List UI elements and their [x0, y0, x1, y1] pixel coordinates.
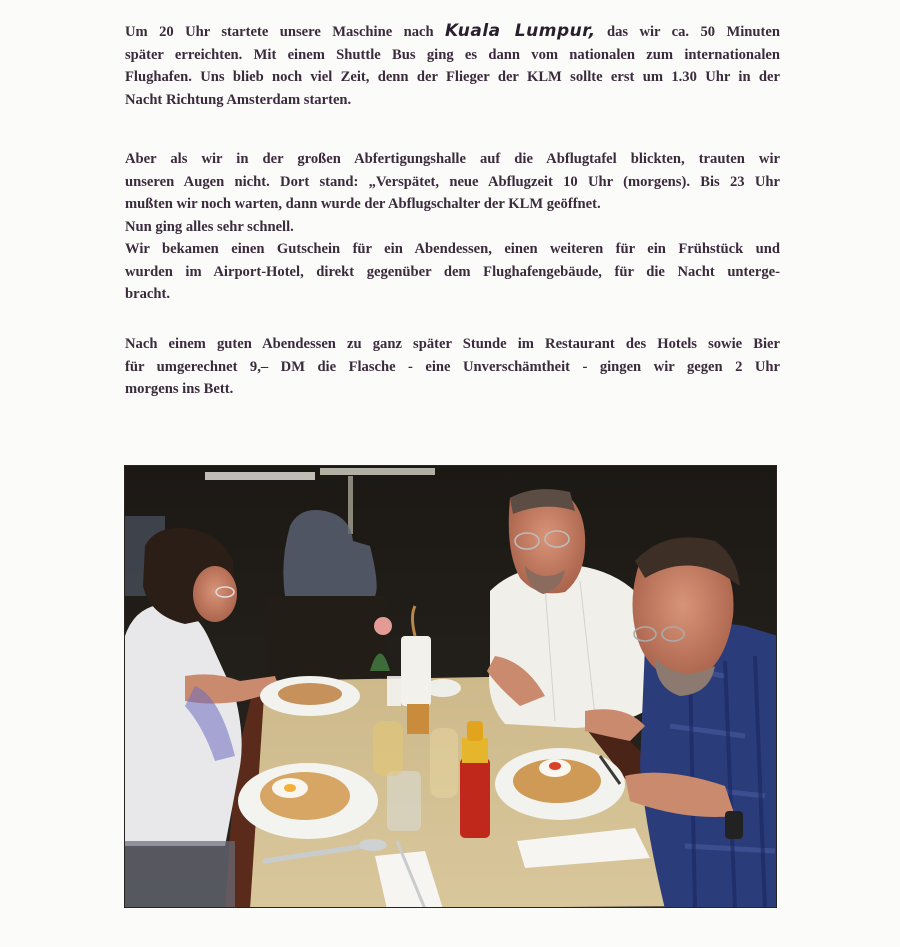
vase [387, 676, 401, 706]
text-line: bracht. [125, 286, 170, 302]
text-line: mußten wir noch warten, dann wurde der Abflugschalter der KLM geöffnet. [125, 196, 601, 212]
paragraph-kuala-lumpur-arrival [125, 20, 780, 111]
text-line [125, 20, 780, 44]
woman-face [193, 566, 237, 622]
pole [348, 476, 353, 534]
spoon-head [359, 839, 387, 851]
napkin-holder [407, 704, 429, 734]
egg-yolk [284, 784, 296, 792]
woman-lap [125, 841, 235, 908]
restaurant-dinner-photo [124, 465, 777, 908]
text-line: Nacht Richtung Amsterdam starten. [125, 91, 352, 108]
text-line: morgens ins Bett. [125, 381, 234, 397]
text-line: wurden im Airport-Hotel, direkt gegenüber dem Flughafengebäude, für die Nacht unterge- [125, 263, 780, 280]
text-line: für umgerechnet 9,– DM die Flasche - eine Unverschämtheit - gingen wir gegen 2 Uhr [125, 358, 780, 375]
ceiling-light [205, 472, 315, 480]
text-line: Aber als wir in der großen Abfertigungshalle auf die Abflugtafel blickten, trauten wir [125, 151, 780, 167]
paragraph-flight-delay [125, 148, 780, 306]
beer-glass [373, 721, 403, 776]
background-chairs [265, 596, 385, 686]
text-line: später erreichten. Mit einem Shuttle Bus ging es dann vom nationalen zum internationalen [125, 46, 780, 63]
napkin-roll [401, 636, 431, 706]
flower [374, 617, 392, 635]
paragraph-dinner-hotel [125, 333, 780, 401]
text-line: Wir bekamen einen Gutschein für ein Abendessen, einen weiteren für ein Frühstück und [125, 241, 780, 257]
water-glass [387, 771, 421, 831]
bottle-cap [467, 721, 483, 741]
food [278, 683, 342, 705]
text-line: Flughafen. Uns blieb noch viel Zeit, denn der Flieger der KLM sollte erst um 1.30 Uhr in der [125, 69, 780, 85]
food [260, 772, 350, 820]
text-line: Nun ging alles sehr schnell. [125, 218, 294, 235]
ceiling-light [320, 468, 435, 475]
text-segment: Um 20 Uhr startete unsere Maschine nach [125, 24, 434, 40]
text-line: Nach einem guten Abendessen zu ganz später Stunde im Restaurant des Hotels sowie Bier [125, 336, 780, 352]
bottle-label [462, 738, 488, 763]
text-line: unseren Augen nicht. Dort stand: „Verspätet, neue Abflugzeit 10 Uhr (morgens). Bis 23 Uhr [125, 173, 780, 190]
photo-illustration [125, 466, 777, 908]
script-place-name: Kuala Lumpur, [445, 21, 596, 41]
wristwatch [725, 811, 743, 839]
beer-glass [430, 728, 458, 798]
tomato [549, 762, 561, 770]
ketchup-bottle [460, 758, 490, 838]
text-segment: das wir ca. 50 Minuten [606, 24, 780, 40]
